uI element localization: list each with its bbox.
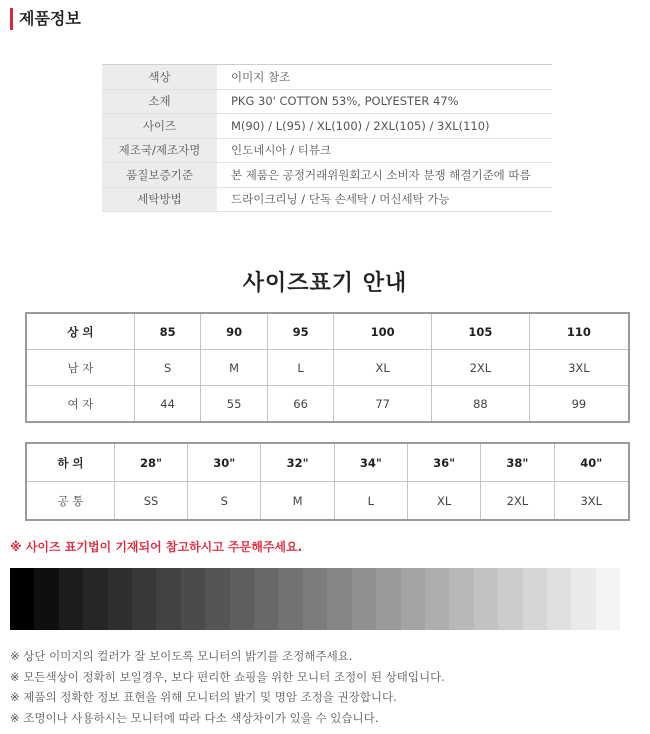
size-cell: 99 xyxy=(529,386,629,423)
gray-swatch xyxy=(10,568,34,630)
bottom-size-table xyxy=(25,442,630,521)
size-cell: 2XL xyxy=(481,482,554,521)
size-cell: 36" xyxy=(408,443,481,482)
size-cell: 28" xyxy=(114,443,187,482)
info-row xyxy=(102,89,552,114)
size-header-row xyxy=(26,443,629,482)
gray-swatch xyxy=(108,568,132,630)
section-title: 제품정보 xyxy=(10,8,81,30)
size-cell: 66 xyxy=(267,386,333,423)
gray-swatch xyxy=(547,568,571,630)
size-guide-title: 사이즈표기 안내 xyxy=(242,271,408,296)
info-value: 인도네시아 / 티뷰크 xyxy=(217,138,552,163)
gray-swatch xyxy=(205,568,229,630)
size-row xyxy=(26,482,629,521)
gray-swatch xyxy=(352,568,376,630)
gray-swatch xyxy=(59,568,83,630)
gray-swatch xyxy=(498,568,522,630)
size-cell: M xyxy=(201,350,267,386)
size-cell: SS xyxy=(114,482,187,521)
size-cell: 77 xyxy=(334,386,432,423)
size-cell: 85 xyxy=(134,313,200,350)
size-row-label: 공 통 xyxy=(26,482,114,521)
gray-swatch xyxy=(376,568,400,630)
size-cell: 90 xyxy=(201,313,267,350)
info-value: PKG 30' COTTON 53%, POLYESTER 47% xyxy=(217,89,552,114)
size-header-row xyxy=(26,313,629,350)
grayscale-calibration-bar xyxy=(10,568,620,630)
size-cell: 55 xyxy=(201,386,267,423)
info-value: M(90) / L(95) / XL(100) / 2XL(105) / 3XL(110) xyxy=(217,114,552,139)
gray-swatch xyxy=(425,568,449,630)
gray-swatch xyxy=(303,568,327,630)
size-row-label: 상 의 xyxy=(26,313,134,350)
gray-swatch xyxy=(327,568,351,630)
top-size-table xyxy=(25,312,630,423)
info-value: 본 제품은 공정거래위원회고시 소비자 분쟁 해결기준에 따름 xyxy=(217,163,552,188)
gray-swatch xyxy=(523,568,547,630)
info-row xyxy=(102,65,552,90)
size-cell: 40" xyxy=(554,443,629,482)
info-value: 드라이크리닝 / 단독 손세탁 / 머신세탁 가능 xyxy=(217,187,552,212)
size-cell: M xyxy=(261,482,334,521)
gray-swatch xyxy=(156,568,180,630)
size-cell: 88 xyxy=(432,386,530,423)
size-cell: 30" xyxy=(188,443,261,482)
size-row xyxy=(26,386,629,423)
size-cell: S xyxy=(134,350,200,386)
gray-swatch xyxy=(474,568,498,630)
info-row xyxy=(102,187,552,212)
size-cell: 2XL xyxy=(432,350,530,386)
size-cell: 100 xyxy=(334,313,432,350)
size-row-label: 여 자 xyxy=(26,386,134,423)
info-row xyxy=(102,163,552,188)
size-notice: ※ 사이즈 표기법이 기재되어 참고하시고 주문해주세요. xyxy=(10,540,303,554)
size-row-label: 남 자 xyxy=(26,350,134,386)
size-cell: XL xyxy=(334,350,432,386)
info-label: 품질보증기준 xyxy=(102,163,217,188)
gray-swatch xyxy=(401,568,425,630)
gray-swatch xyxy=(34,568,58,630)
info-label: 색상 xyxy=(102,65,217,90)
size-cell: 32" xyxy=(261,443,334,482)
size-cell: S xyxy=(188,482,261,521)
gray-swatch xyxy=(596,568,620,630)
footnote-line: ※ 모든색상이 정확히 보일경우, 보다 편리한 쇼핑을 위한 모니터 조정이 된 상태입니다. xyxy=(10,669,445,684)
info-label: 소재 xyxy=(102,89,217,114)
info-label: 세탁방법 xyxy=(102,187,217,212)
size-cell: 95 xyxy=(267,313,333,350)
gray-swatch xyxy=(571,568,595,630)
footnote-line: ※ 상단 이미지의 컬러가 잘 보이도록 모니터의 밝기를 조정해주세요. xyxy=(10,649,353,663)
gray-swatch xyxy=(230,568,254,630)
footnote-line: ※ 조명이나 사용하시는 모니터에 따라 다소 색상차이가 있을 수 있습니다. xyxy=(10,710,379,725)
gray-swatch xyxy=(181,568,205,630)
size-cell: 105 xyxy=(432,313,530,350)
size-cell: 34" xyxy=(334,443,407,482)
footnote-line: ※ 제품의 정확한 정보 표현을 위해 모니터의 밝기 및 명암 조정을 권장합니다. xyxy=(10,690,397,704)
size-row-label: 하 의 xyxy=(26,443,114,482)
gray-swatch xyxy=(449,568,473,630)
size-cell: L xyxy=(334,482,407,521)
info-label: 사이즈 xyxy=(102,114,217,139)
gray-swatch xyxy=(278,568,302,630)
gray-swatch xyxy=(132,568,156,630)
size-cell: 3XL xyxy=(529,350,629,386)
size-cell: L xyxy=(267,350,333,386)
gray-swatch xyxy=(83,568,107,630)
info-value: 이미지 참조 xyxy=(217,65,552,90)
gray-swatch xyxy=(254,568,278,630)
size-cell: 110 xyxy=(529,313,629,350)
size-cell: 3XL xyxy=(554,482,629,521)
size-cell: XL xyxy=(408,482,481,521)
monitor-footnotes xyxy=(10,646,445,728)
info-row xyxy=(102,138,552,163)
size-cell: 44 xyxy=(134,386,200,423)
size-row xyxy=(26,350,629,386)
info-label: 제조국/제조자명 xyxy=(102,138,217,163)
product-info-table xyxy=(102,64,552,212)
size-cell: 38" xyxy=(481,443,554,482)
info-row xyxy=(102,114,552,139)
